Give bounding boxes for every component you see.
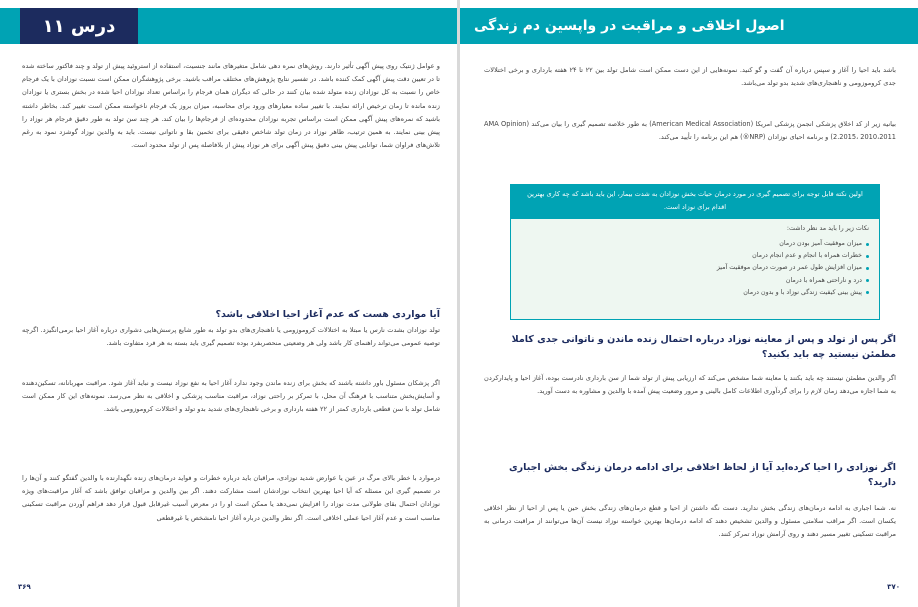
lesson-label: درس ۱۱ bbox=[20, 8, 138, 44]
paragraph: و عوامل ژنتیک روی پیش آگهی تأثیر دارند. روش‌های نمره دهی شامل متغیرهای مانند جنسیت، استفاده از استروئید پیش از تولد و چند فاکتور ساخته شده تا در تعیین دقت پیش آگهی کمک کننده باشد. در تفسیر نتایج پژوهش‌های مختلف مراقب باشید. برخی پژوهشگران ممکن است نسبت نوزادان با یک فرجام خاص را نسبت به کل نوزادان زنده متولد شده بیان کنند در حالی که دیگران همان فرجام را براساس تعداد نوزادان احیا شده در بخش بستری یا نوزادان زنده مانده تا زمان ترخیص ارائه نمایند. با تغییر ساده معیارهای ورود برای محاسبه، میزان بروز یک فرجام ناخواسته ممکن است تغییر کند. بخاطر داشته باشید که نمره‌های پیش آگهی ممکن است براساس تجربه نوزادان محدوده‌ای از فرجام‌ها را بیان کند. هر چند سن تولد به طور دقیق فرجام هر نوزاد را پیش بینی نمایند. به همین ترتیب، ظاهر نوزاد در زمان تولد شاخص دقیقی برای تخمین بقا و ناتوانی نیست. باید به والدین نوزاد گوشزد نمود به رغم تلاش‌های فراوان شما، توانایی پیش بینی دقیق پیش آگهی برای هر نوزاد پیش از بلافاصله پس از تولد محدود است. bbox=[22, 62, 440, 150]
list-item-text: درد و ناراحتی همراه با درمان bbox=[785, 276, 862, 284]
left-top-paragraph bbox=[22, 60, 440, 276]
callout-box-header: اولین نکته قابل توجه برای تصمیم گیری در مورد درمان حیات بخش نوزادان به شدت بیمار، این باید باشد که چه کاری بهترین اقدام برای نوزاد است. bbox=[510, 184, 880, 218]
list-item-text: میزان افزایش طول عمر در صورت درمان موفقیت آمیز bbox=[716, 264, 862, 272]
right-top-paragraph bbox=[484, 64, 896, 106]
list-item bbox=[521, 287, 869, 299]
bullet-icon bbox=[866, 267, 869, 270]
right-page-number: ۳۷۰ bbox=[887, 583, 900, 591]
left-paragraph-4 bbox=[22, 472, 440, 582]
left-paragraph-3 bbox=[22, 377, 440, 457]
paragraph: اگر پزشکان مسئول باور داشته باشند که بخش برای زنده ماندن وجود ندارد آغاز احیا به نفع نوزاد نیست و نباید آغاز شود. مراقبت مهربانانه، تسکین‌دهنده و آسایش‌بخش متناسب با فرهنگ آن محل، با تمرکز بر راحتی نوزاد، مراقبت مناسب پزشکی و اخلاقی به نظر می‌رسد. نمونه‌های این کار ممکن است شامل تولد با سن قطعی بارداری کمتر از ۲۲ هفته بارداری و برخی ناهنجاری‌های شدید بدو تولد و اختلالات کروموزومی باشد. bbox=[22, 379, 440, 414]
bullet-icon bbox=[866, 291, 869, 294]
paragraph: نه. شما اجباری به ادامه درمان‌های زندگی بخش ندارید. دست نگه داشتن از احیا و قطع درمان‌های زندگی بخش حین یا پس از احیا از نظر اخلاقی یکسان است. اگر مراقب سلامتی مسئول و والدین تشخیص دهند که ادامه درمان‌ها بهترین خواسته نوزاد نیست آن‌ها می‌توانند از مراقبت درمانی به مراقبت تسکینی تغییر مسیر دهند و روی آرامش نوزاد تمرکز کنند. bbox=[484, 504, 896, 539]
list-item bbox=[521, 275, 869, 287]
list-item bbox=[521, 262, 869, 274]
left-section-heading: آیا مواردی هست که عدم آغاز احیا اخلاقی باشد؟ bbox=[215, 309, 440, 320]
callout-intro: نکات زیر را باید مد نظر داشت: bbox=[786, 225, 869, 232]
list-item-text: پیش بینی کیفیت زندگی نوزاد با و بدون درمان bbox=[743, 288, 862, 296]
right-page bbox=[460, 0, 918, 607]
paragraph: درموارد با خطر بالای مرگ در عین یا عوارض شدید نوزادی، مراقبان باید درباره خطرات و فواید درمان‌های زنده نگهدارنده با والدین گفتگو کنند و آن‌ها را در تصمیم گیری این مسئله که آیا احیا بهترین انتخاب نوزادشان است مشارکت دهند. اگر بین والدین و مراقبان توافق باشد که آغاز مراقبت‌های ویژه نوزادان احتمال بقای طولانی مدت نوزاد را افزایش نمی‌دهد یا ممکن است او را در معرض آسیب غیرقابل قبول قرار دهد فراهم آوردن مراقبت تسکینی مناسب است و عدم آغاز احیا عملی اخلاقی است. اگر نظر والدین درباره آغاز احیا نامشخص یا غیرقطعی bbox=[22, 474, 440, 522]
list-item-text: میزان موفقیت آمیز بودن درمان bbox=[779, 240, 862, 247]
list-item-text: خطرات همراه با انجام و عدم انجام درمان bbox=[752, 252, 862, 260]
right-section-heading-3: اگر نوزادی را احیا کرده‌اید آیا از لحاظ اخلاقی برای ادامه درمان زندگی بخش اجباری دارید؟ bbox=[508, 462, 896, 488]
left-page bbox=[0, 0, 458, 607]
right-paragraph-b bbox=[484, 118, 896, 174]
right-section-heading-2: اگر پس از تولد و پس از معاینه نوزاد درباره احتمال زنده ماندن و ناتوانی جدی کاملا مطمئن نیستید چه باید بکنید؟ bbox=[511, 334, 896, 360]
bullet-icon bbox=[866, 255, 869, 258]
right-paragraph-d bbox=[484, 502, 896, 577]
paragraph: تولد نوزادان بشدت نارس یا مبتلا به اختلالات کروموزومی یا ناهنجاری‌های بدو تولد به طور شایع پرسش‌هایی دشواری درباره آغاز احیا برمی‌انگیزد. اگرچه توصیه عمومی می‌تواند راهنمای کار باشد ولی هر وضعیتی منحصربفرد بوده تصمیم گیری باید بسته به هر فرد متفاوت باشد. bbox=[22, 326, 440, 348]
callout-box-body bbox=[510, 218, 880, 320]
left-page-number: ۳۶۹ bbox=[18, 583, 31, 591]
paragraph: اگر والدین مطمئن نیستند چه باید بکنند یا معاینه شما مشخص می‌کند که ارزیابی پیش از تولد شما از سن بارداری نادرست بوده، آغاز احیا و پایدارکردن به شما اجازه می‌دهد زمان لازم را برای گردآوری اطلاعات کامل بالینی و مرور وضعیت پیش آمده با والدین و مشاوره به دست آورید. bbox=[484, 374, 896, 396]
list-item bbox=[521, 238, 869, 250]
callout-list bbox=[521, 238, 869, 299]
paragraph: بیانیه زیر از کد اخلاق پزشکی انجمن پزشکی امریکا (American Medical Association) به طور خلاصه تصمیم گیری را بیان می‌کند (AMA Opinion 2.2015، 2010،2011) و برنامه احیای نوزادان (NRP®) هم این برنامه را تأیید می‌کند. bbox=[484, 120, 896, 142]
list-item bbox=[521, 250, 869, 262]
left-paragraph-2 bbox=[22, 324, 440, 364]
right-paragraph-c bbox=[484, 372, 896, 442]
chapter-title: اصول اخلاقی و مراقبت در واپسین دم زندگی bbox=[474, 18, 785, 34]
bullet-icon bbox=[866, 279, 869, 282]
paragraph: باشد باید احیا را آغاز و سپس درباره آن گفت و گو کنید. نمونه‌هایی از این دست ممکن است شامل تولد بین ۲۲ تا ۲۴ هفته بارداری و برخی اختلالات جدی کروموزومی و ناهنجاری‌های شدید بدو تولد می‌باشد. bbox=[484, 66, 897, 88]
bullet-icon bbox=[866, 243, 869, 246]
